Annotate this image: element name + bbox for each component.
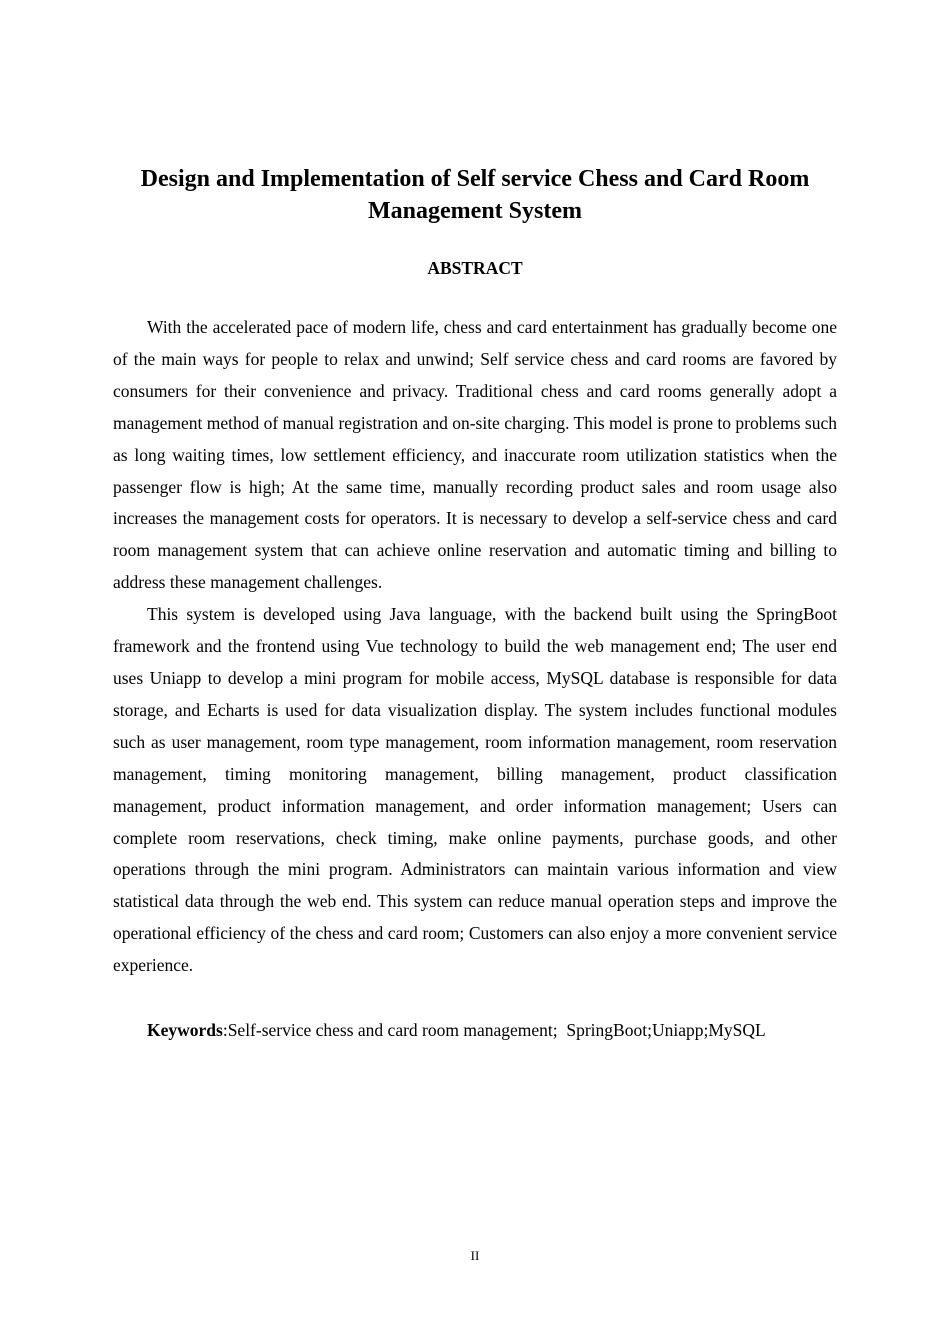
keywords-line [147, 1014, 847, 1046]
paper-title: Design and Implementation of Self service Chess and Card Room Management System [140, 166, 810, 224]
abstract-paragraph-1: With the accelerated pace of modern life, chess and card entertainment has gradually become one of the main ways for people to relax and unwind; Self service chess and card rooms are favored by consumers for their convenience and privacy. Traditional chess and card rooms generally adopt a management method of manual registration and on-site charging. This model is prone to problems such as long waiting times, low settlement efficiency, and inaccurate room utilization statistics when the passenger flow is high; At the same time, manually recording product sales and room usage also increases the management costs for operators. It is necessary to develop a self-service chess and card room management system that can achieve online reservation and automatic timing and billing to address these management challenges. [113, 317, 837, 593]
abstract-paragraph-2: This system is developed using Java language, with the backend built using the SpringBoot framework and the frontend using Vue technology to build the web management end; The user end uses Uniapp to develop a mini program for mobile access, MySQL database is responsible for data storage, and Echarts is used for data visualization display. The system includes functional modules such as user management, room type management, room information management, room reservation management, timing monitoring management, billing management, product classification management, product information management, and order information management; Users can complete room reservations, check timing, make online payments, purchase goods, and other operations through the mini program. Administrators can maintain various information and view statistical data through the web end. This system can reduce manual operation steps and improve the operational efficiency of the chess and card room; Customers can also enjoy a more convenient service experience. [113, 604, 837, 976]
keywords-text: :Self-service chess and card room management; SpringBoot;Uniapp;MySQL [222, 1020, 766, 1040]
abstract-heading: ABSTRACT [427, 258, 523, 278]
keywords-label: Keywords [147, 1020, 223, 1040]
abstract-body [113, 312, 837, 982]
page-number: II [470, 1248, 480, 1263]
